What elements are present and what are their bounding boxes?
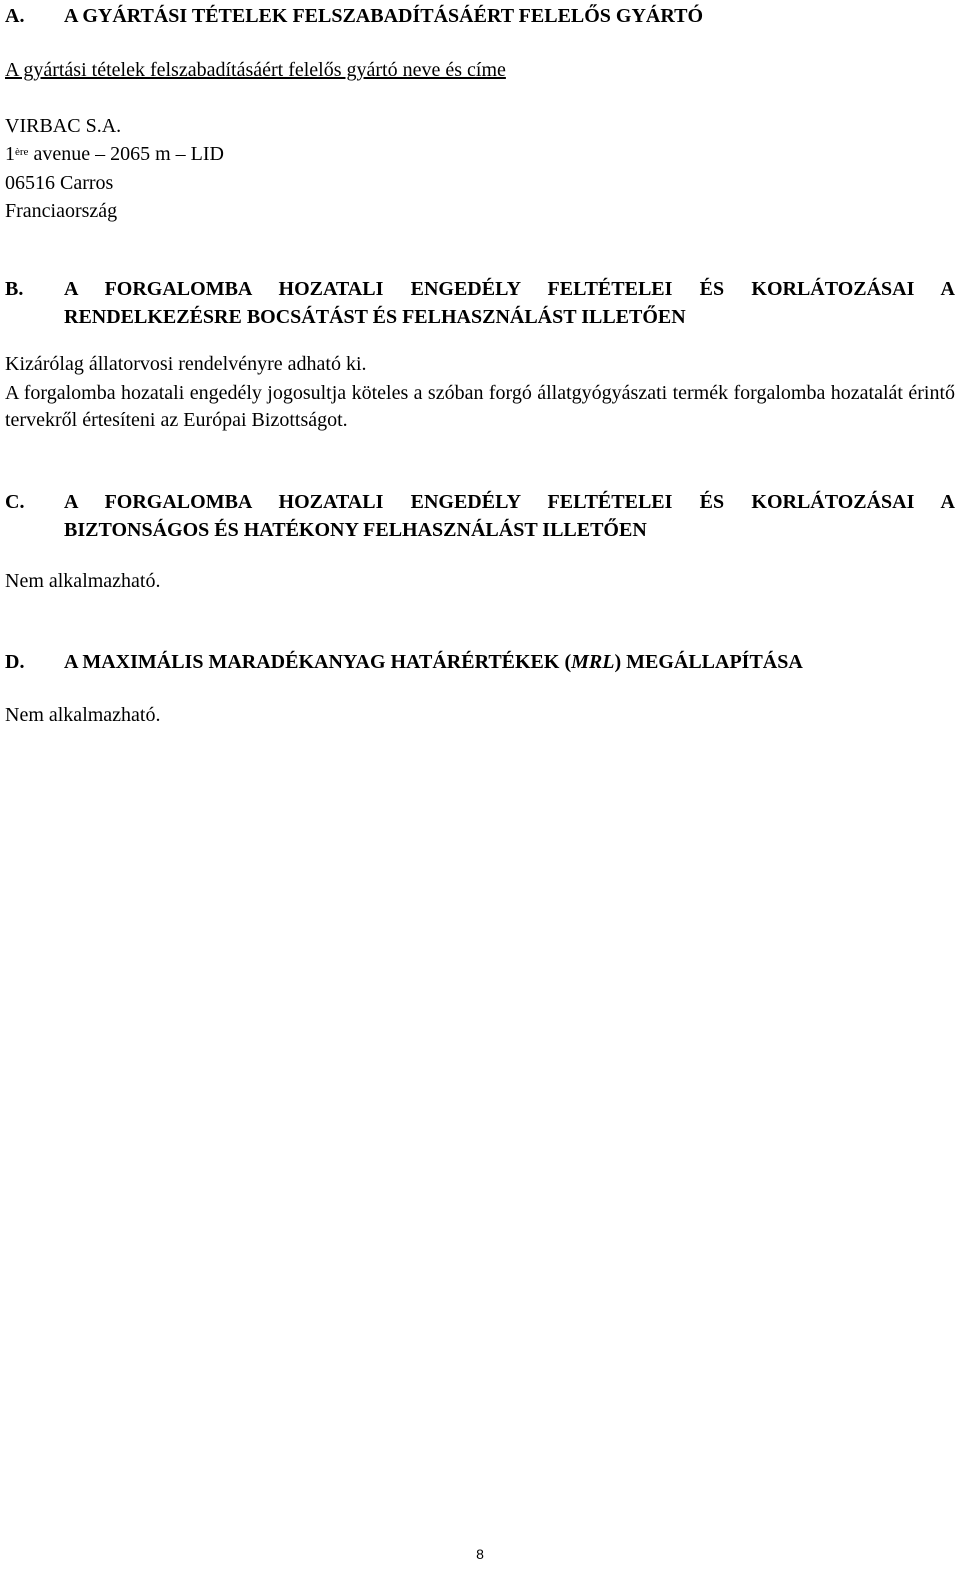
company-name: VIRBAC S.A. xyxy=(5,115,122,137)
section-c-body: Nem alkalmazható. xyxy=(5,570,161,592)
section-c-letter: C. xyxy=(5,491,25,513)
address-line xyxy=(5,141,224,167)
section-d-title-before: A MAXIMÁLIS MARADÉKANYAG HATÁRÉRTÉKEK ( xyxy=(64,651,572,673)
section-d-heading xyxy=(5,648,955,676)
notification-paragraph: A forgalomba hozatali engedély jogosultja köteles a szóban forgó állatgyógyászati termék forgalomba hozatalát érintő tervekről értesíteni az Európai Bizottságot. xyxy=(5,382,955,431)
section-c-title-line-2: BIZTONSÁGOS ÉS HATÉKONY FELHASZNÁLÁST ILLETŐEN xyxy=(64,519,647,541)
section-b-title xyxy=(64,275,955,331)
country: Franciaország xyxy=(5,200,118,222)
section-d-letter: D. xyxy=(5,651,25,673)
address-number: 1 xyxy=(5,143,15,165)
section-d-title-after: ) MEGÁLLAPÍTÁSA xyxy=(614,651,803,673)
section-b-heading xyxy=(5,275,955,331)
address-rest: avenue – 2065 m – LID xyxy=(28,143,224,165)
section-d-title xyxy=(64,648,955,676)
page-number: 8 xyxy=(476,1546,484,1562)
section-b-title-line-2: RENDELKEZÉSRE BOCSÁTÁST ÉS FELHASZNÁLÁST ILLETŐEN xyxy=(64,306,686,328)
section-b-title-line-1: A FORGALOMBA HOZATALI ENGEDÉLY FELTÉTELEI ÉS KORLÁTOZÁSAI A xyxy=(64,278,955,300)
manufacturer-subheading: A gyártási tételek felszabadításáért felelős gyártó neve és címe xyxy=(5,59,506,81)
section-a-title: A GYÁRTÁSI TÉTELEK FELSZABADÍTÁSÁÉRT FELELŐS GYÁRTÓ xyxy=(64,5,704,27)
section-c-title-line-1: A FORGALOMBA HOZATALI ENGEDÉLY FELTÉTELEI ÉS KORLÁTOZÁSAI A xyxy=(64,491,955,513)
section-a-letter: A. xyxy=(5,5,25,27)
section-c-title xyxy=(64,488,955,544)
section-a-heading xyxy=(5,2,955,30)
section-b-letter: B. xyxy=(5,278,24,300)
section-d-title-italic: MRL xyxy=(571,651,615,673)
address-ordinal: ère xyxy=(15,146,29,158)
prescription-note: Kizárólag állatorvosi rendelvényre adható ki. xyxy=(5,353,367,375)
postal-city: 06516 Carros xyxy=(5,172,114,194)
section-c-heading xyxy=(5,488,955,544)
section-d-body: Nem alkalmazható. xyxy=(5,704,161,726)
